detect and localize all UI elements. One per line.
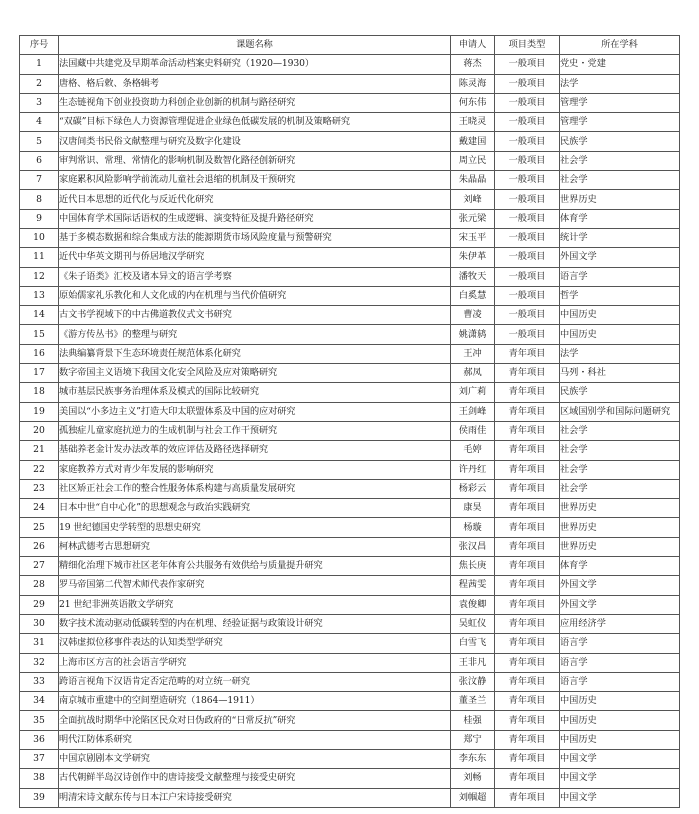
project-type: 青年项目: [495, 537, 560, 556]
subject-field: 中国历史: [560, 306, 680, 325]
project-type: 青年项目: [495, 788, 560, 807]
project-title: “双碳”目标下绿色人力资源管理促进企业绿色低碳发展的机制及策略研究: [59, 113, 451, 132]
subject-field: 中国历史: [560, 325, 680, 344]
applicant-name: 张汶静: [451, 672, 495, 691]
project-type: 青年项目: [495, 614, 560, 633]
header-no: 序号: [20, 36, 59, 55]
table-row: [20, 248, 680, 267]
table-row: [20, 653, 680, 672]
project-type: 青年项目: [495, 634, 560, 653]
table-row: [20, 383, 680, 402]
row-number: 18: [20, 383, 59, 402]
table-row: [20, 286, 680, 305]
project-title: 精细化治理下城市社区老年体育公共服务有效供给与质量提升研究: [59, 557, 451, 576]
subject-field: 区域国别学和国际问题研究: [560, 402, 680, 421]
table-row: [20, 460, 680, 479]
row-number: 7: [20, 171, 59, 190]
subject-field: 哲学: [560, 286, 680, 305]
applicant-name: 王剑峰: [451, 402, 495, 421]
row-number: 11: [20, 248, 59, 267]
project-type: 青年项目: [495, 383, 560, 402]
row-number: 26: [20, 537, 59, 556]
subject-field: 马列・科社: [560, 364, 680, 383]
applicant-name: 刘广莉: [451, 383, 495, 402]
applicant-name: 侯雨佳: [451, 421, 495, 440]
applicant-name: 王非凡: [451, 653, 495, 672]
project-type: 青年项目: [495, 402, 560, 421]
project-type: 一般项目: [495, 55, 560, 74]
project-type: 一般项目: [495, 325, 560, 344]
applicant-name: 王冲: [451, 344, 495, 363]
project-title: 原始儒家礼乐教化和人文化成的内在机理与当代价值研究: [59, 286, 451, 305]
table-row: [20, 228, 680, 247]
project-type: 一般项目: [495, 267, 560, 286]
row-number: 9: [20, 209, 59, 228]
applicant-name: 康昊: [451, 499, 495, 518]
row-number: 27: [20, 557, 59, 576]
table-row: [20, 730, 680, 749]
row-number: 29: [20, 595, 59, 614]
project-title: 罗马帝国第二代智术师代表作家研究: [59, 576, 451, 595]
table-row: [20, 306, 680, 325]
subject-field: 中国文学: [560, 749, 680, 768]
subject-field: 世界历史: [560, 499, 680, 518]
row-number: 15: [20, 325, 59, 344]
row-number: 4: [20, 113, 59, 132]
subject-field: 语言学: [560, 267, 680, 286]
table-row: [20, 364, 680, 383]
applicant-name: 郝凤: [451, 364, 495, 383]
row-number: 19: [20, 402, 59, 421]
table-row: [20, 557, 680, 576]
applicant-name: 刘帼超: [451, 788, 495, 807]
project-type: 青年项目: [495, 518, 560, 537]
subject-field: 中国历史: [560, 711, 680, 730]
row-number: 1: [20, 55, 59, 74]
project-title: 孤独症儿童家庭抗逆力的生成机制与社会工作干预研究: [59, 421, 451, 440]
project-title: 柯林武德考古思想研究: [59, 537, 451, 556]
row-number: 31: [20, 634, 59, 653]
applicant-name: 白雪飞: [451, 634, 495, 653]
applicant-name: 杨璇: [451, 518, 495, 537]
row-number: 28: [20, 576, 59, 595]
project-title: 中国体育学术国际话语权的生成逻辑、演变特征及提升路径研究: [59, 209, 451, 228]
row-number: 2: [20, 74, 59, 93]
project-title: 汉唐间类书民俗文献整理与研究及数字化建设: [59, 132, 451, 151]
applicant-name: 张汉昌: [451, 537, 495, 556]
applicant-name: 朱晶晶: [451, 171, 495, 190]
subject-field: 社会学: [560, 441, 680, 460]
project-title: 城市基层民族事务治理体系及模式的国际比较研究: [59, 383, 451, 402]
project-title: 社区矫正社会工作的整合性服务体系构建与高质量发展研究: [59, 479, 451, 498]
project-table: [19, 35, 680, 808]
row-number: 33: [20, 672, 59, 691]
project-title: 审判常识、常理、常情化的影响机制及数智化路径创新研究: [59, 151, 451, 170]
row-number: 17: [20, 364, 59, 383]
header-type: 项目类型: [495, 36, 560, 55]
project-type: 一般项目: [495, 248, 560, 267]
row-number: 24: [20, 499, 59, 518]
applicant-name: 桂强: [451, 711, 495, 730]
table-row: [20, 576, 680, 595]
table-header-row: [20, 36, 680, 55]
project-title: 中国京剧剧本文学研究: [59, 749, 451, 768]
project-title: 基础养老金计发办法改革的效应评估及路径选择研究: [59, 441, 451, 460]
project-type: 青年项目: [495, 421, 560, 440]
table-row: [20, 672, 680, 691]
header-applicant: 申请人: [451, 36, 495, 55]
applicant-name: 李东东: [451, 749, 495, 768]
row-number: 21: [20, 441, 59, 460]
project-type: 一般项目: [495, 228, 560, 247]
project-title: 近代中华英文期刊与侨居地汉学研究: [59, 248, 451, 267]
subject-field: 民族学: [560, 383, 680, 402]
project-title: 《游方传丛书》的整理与研究: [59, 325, 451, 344]
subject-field: 党史・党建: [560, 55, 680, 74]
row-number: 30: [20, 614, 59, 633]
subject-field: 法学: [560, 74, 680, 93]
table-row: [20, 537, 680, 556]
applicant-name: 戴建国: [451, 132, 495, 151]
project-title: 唐格、格后敕、条格辑考: [59, 74, 451, 93]
table-row: [20, 788, 680, 807]
row-number: 12: [20, 267, 59, 286]
project-title: 上海市区方言的社会语言学研究: [59, 653, 451, 672]
subject-field: 管理学: [560, 93, 680, 112]
project-type: 一般项目: [495, 171, 560, 190]
project-title: 法典编纂背景下生态环境责任规范体系化研究: [59, 344, 451, 363]
applicant-name: 宋玉平: [451, 228, 495, 247]
applicant-name: 王晓灵: [451, 113, 495, 132]
applicant-name: 朱伊革: [451, 248, 495, 267]
project-title: 基于多模态数据和综合集成方法的能源期货市场风险度量与预警研究: [59, 228, 451, 247]
project-type: 青年项目: [495, 499, 560, 518]
subject-field: 社会学: [560, 171, 680, 190]
project-title: 法国藏中共建党及早期革命活动档案史料研究（1920—1930）: [59, 55, 451, 74]
project-type: 青年项目: [495, 364, 560, 383]
subject-field: 统计学: [560, 228, 680, 247]
row-number: 38: [20, 769, 59, 788]
project-type: 青年项目: [495, 441, 560, 460]
project-type: 一般项目: [495, 113, 560, 132]
row-number: 32: [20, 653, 59, 672]
applicant-name: 潘牧天: [451, 267, 495, 286]
subject-field: 中国历史: [560, 730, 680, 749]
subject-field: 社会学: [560, 479, 680, 498]
table-row: [20, 344, 680, 363]
applicant-name: 周立民: [451, 151, 495, 170]
table-row: [20, 171, 680, 190]
table-row: [20, 151, 680, 170]
applicant-name: 程茜雯: [451, 576, 495, 595]
subject-field: 世界历史: [560, 190, 680, 209]
table-row: [20, 325, 680, 344]
row-number: 13: [20, 286, 59, 305]
applicant-name: 郑宁: [451, 730, 495, 749]
subject-field: 社会学: [560, 151, 680, 170]
table-row: [20, 749, 680, 768]
header-subject: 所在学科: [560, 36, 680, 55]
project-type: 青年项目: [495, 557, 560, 576]
applicant-name: 姚潇鸫: [451, 325, 495, 344]
row-number: 16: [20, 344, 59, 363]
project-title: 家庭教养方式对青少年发展的影响研究: [59, 460, 451, 479]
project-title: 古文书学视域下的中古佛道教仪式文书研究: [59, 306, 451, 325]
table-row: [20, 692, 680, 711]
project-title: 明清宋诗文献东传与日本江户宋诗接受研究: [59, 788, 451, 807]
project-type: 青年项目: [495, 749, 560, 768]
table-row: [20, 402, 680, 421]
subject-field: 社会学: [560, 421, 680, 440]
table-row: [20, 441, 680, 460]
applicant-name: 刘峰: [451, 190, 495, 209]
header-title: 课题名称: [59, 36, 451, 55]
row-number: 3: [20, 93, 59, 112]
subject-field: 外国文学: [560, 576, 680, 595]
row-number: 35: [20, 711, 59, 730]
project-type: 一般项目: [495, 74, 560, 93]
project-type: 青年项目: [495, 692, 560, 711]
project-title: 生态链视角下创业投资助力科创企业创新的机制与路径研究: [59, 93, 451, 112]
table-row: [20, 479, 680, 498]
table-row: [20, 421, 680, 440]
project-title: 汉韩虚拟位移事件表达的认知类型学研究: [59, 634, 451, 653]
project-title: 跨语言视角下汉语肯定否定范畴的对立统一研究: [59, 672, 451, 691]
applicant-name: 张元梁: [451, 209, 495, 228]
subject-field: 民族学: [560, 132, 680, 151]
table-row: [20, 595, 680, 614]
subject-field: 管理学: [560, 113, 680, 132]
project-type: 一般项目: [495, 151, 560, 170]
project-title: 近代日本思想的近代化与反近代化研究: [59, 190, 451, 209]
applicant-name: 焦长庚: [451, 557, 495, 576]
row-number: 37: [20, 749, 59, 768]
project-type: 青年项目: [495, 344, 560, 363]
project-type: 青年项目: [495, 769, 560, 788]
table-row: [20, 267, 680, 286]
project-type: 青年项目: [495, 595, 560, 614]
subject-field: 世界历史: [560, 537, 680, 556]
applicant-name: 曹凌: [451, 306, 495, 325]
row-number: 36: [20, 730, 59, 749]
applicant-name: 刘畅: [451, 769, 495, 788]
applicant-name: 董圣兰: [451, 692, 495, 711]
row-number: 25: [20, 518, 59, 537]
project-type: 一般项目: [495, 190, 560, 209]
table-row: [20, 113, 680, 132]
row-number: 14: [20, 306, 59, 325]
project-title: 家庭累积风险影响学前流动儿童社会退缩的机制及干预研究: [59, 171, 451, 190]
table-body: [20, 55, 680, 808]
table-row: [20, 518, 680, 537]
project-title: 19 世纪德国史学转型的思想史研究: [59, 518, 451, 537]
table-row: [20, 190, 680, 209]
row-number: 8: [20, 190, 59, 209]
project-type: 青年项目: [495, 672, 560, 691]
row-number: 6: [20, 151, 59, 170]
table-row: [20, 711, 680, 730]
table-row: [20, 634, 680, 653]
subject-field: 应用经济学: [560, 614, 680, 633]
project-type: 一般项目: [495, 306, 560, 325]
table-row: [20, 74, 680, 93]
table-row: [20, 93, 680, 112]
subject-field: 世界历史: [560, 518, 680, 537]
applicant-name: 白奚慧: [451, 286, 495, 305]
project-title: 21 世纪非洲英语散文学研究: [59, 595, 451, 614]
project-title: 明代江防体系研究: [59, 730, 451, 749]
project-type: 青年项目: [495, 730, 560, 749]
subject-field: 语言学: [560, 634, 680, 653]
subject-field: 法学: [560, 344, 680, 363]
subject-field: 中国文学: [560, 769, 680, 788]
project-type: 一般项目: [495, 209, 560, 228]
applicant-name: 杨彩云: [451, 479, 495, 498]
subject-field: 外国文学: [560, 595, 680, 614]
project-title: 南京城市重建中的空间塑造研究（1864—1911）: [59, 692, 451, 711]
row-number: 20: [20, 421, 59, 440]
project-type: 青年项目: [495, 576, 560, 595]
row-number: 34: [20, 692, 59, 711]
project-title: 全面抗战时期华中沦陷区民众对日伪政府的“日常反抗”研究: [59, 711, 451, 730]
subject-field: 语言学: [560, 653, 680, 672]
project-title: 古代朝鲜半岛汉诗创作中的唐诗接受文献整理与接受史研究: [59, 769, 451, 788]
applicant-name: 许丹红: [451, 460, 495, 479]
applicant-name: 陈灵海: [451, 74, 495, 93]
project-title: 日本中世“自中心化”的思想观念与政治实践研究: [59, 499, 451, 518]
subject-field: 社会学: [560, 460, 680, 479]
project-type: 一般项目: [495, 132, 560, 151]
subject-field: 中国历史: [560, 692, 680, 711]
project-title: 数字帝国主义语境下我国文化安全风险及应对策略研究: [59, 364, 451, 383]
project-type: 青年项目: [495, 479, 560, 498]
applicant-name: 蒋杰: [451, 55, 495, 74]
project-type: 青年项目: [495, 460, 560, 479]
applicant-name: 毛婷: [451, 441, 495, 460]
subject-field: 中国文学: [560, 788, 680, 807]
row-number: 10: [20, 228, 59, 247]
project-title: 《朱子语类》汇校及诸本异文的语言学考察: [59, 267, 451, 286]
table-row: [20, 132, 680, 151]
applicant-name: 吴虹仪: [451, 614, 495, 633]
table-row: [20, 209, 680, 228]
table-row: [20, 499, 680, 518]
row-number: 5: [20, 132, 59, 151]
row-number: 22: [20, 460, 59, 479]
table-row: [20, 769, 680, 788]
subject-field: 外国文学: [560, 248, 680, 267]
row-number: 23: [20, 479, 59, 498]
applicant-name: 袁俊卿: [451, 595, 495, 614]
project-title: 美国以“小多边主义”打造大印太联盟体系及中国的应对研究: [59, 402, 451, 421]
project-type: 一般项目: [495, 93, 560, 112]
row-number: 39: [20, 788, 59, 807]
table-row: [20, 614, 680, 633]
project-type: 青年项目: [495, 653, 560, 672]
subject-field: 语言学: [560, 672, 680, 691]
subject-field: 体育学: [560, 557, 680, 576]
table-row: [20, 55, 680, 74]
project-title: 数字技术流动驱动低碳转型的内在机理、经验证据与政策设计研究: [59, 614, 451, 633]
applicant-name: 何东伟: [451, 93, 495, 112]
project-type: 一般项目: [495, 286, 560, 305]
project-type: 青年项目: [495, 711, 560, 730]
subject-field: 体育学: [560, 209, 680, 228]
